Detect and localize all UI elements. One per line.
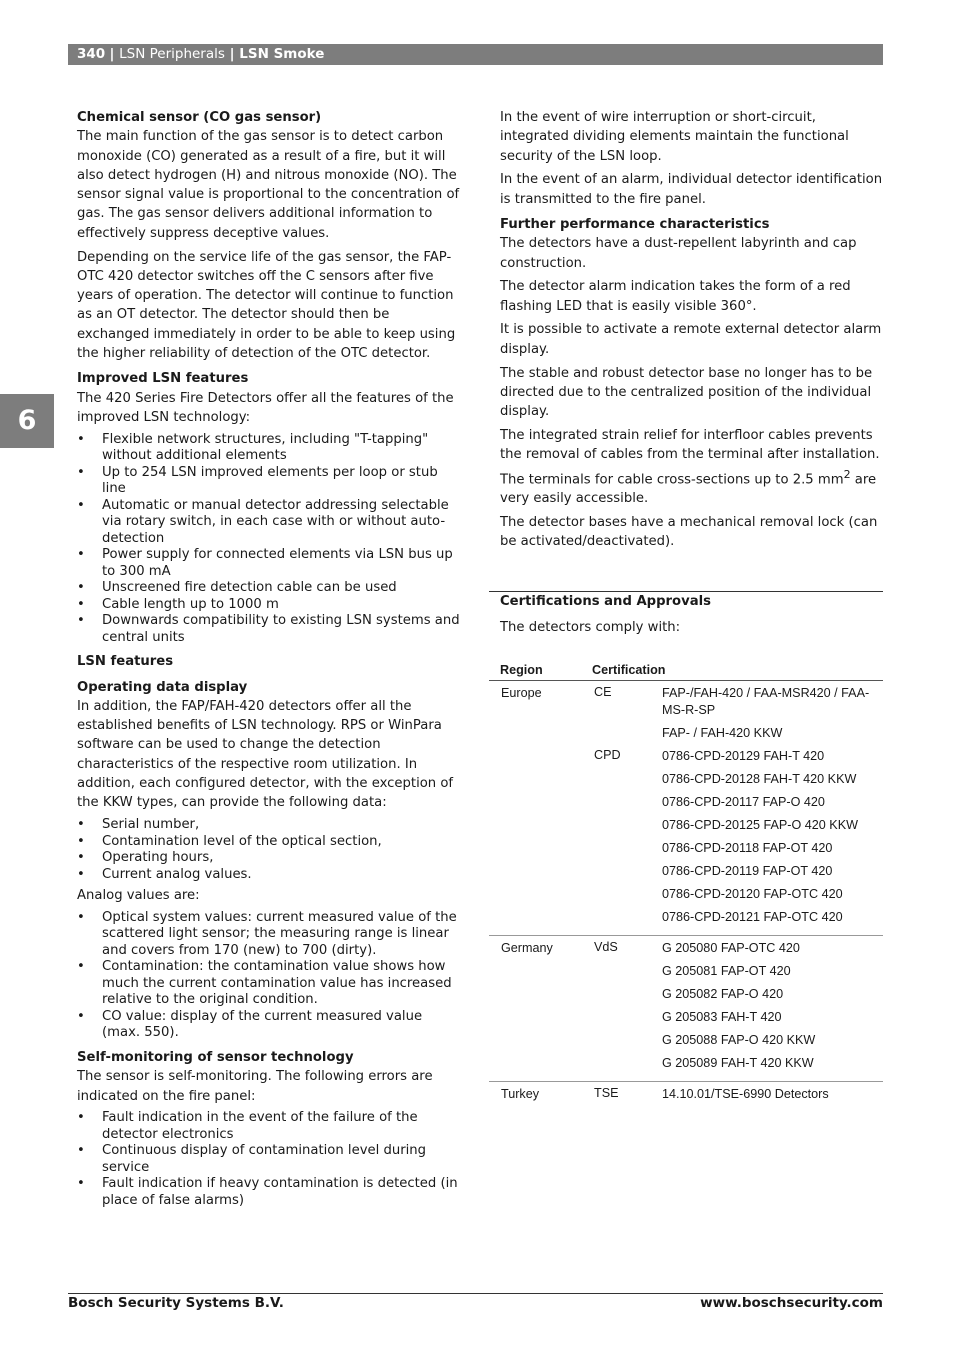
cert-value-cell: 0786-CPD-20120 FAP-OTC 420 [662,887,843,901]
analog-list [77,910,462,1042]
list-item: • Serial number, [77,817,462,834]
table-row [489,840,883,863]
perf-heading: Further performance characteristics [500,216,770,232]
table-group [489,1082,883,1112]
right-paragraph-2: In the event of an alarm, individual detector identification is transmitted to the fire panel. [500,172,883,207]
improved-list [77,432,462,647]
region-cell: Turkey [501,1087,540,1101]
selfmon-paragraph: The sensor is self-monitoring. The following errors are indicated on the fire panel: [77,1069,433,1104]
table-row [489,909,883,932]
cert-value-cell: 0786-CPD-20118 FAP-OT 420 [662,841,833,855]
cert-type-cell: TSE [594,1086,619,1100]
list-item: • Downwards compatibility to existing LSN systems and central units [77,613,462,646]
list-item: • Optical system values: current measured value of the scattered light sensor; the measuring range is linear and covers from 170 (new) to 700 (dirty). [77,910,462,960]
table-row [489,817,883,840]
table-row [489,940,883,963]
cert-value-cell: 14.10.01/TSE-6990 Detectors [662,1087,829,1101]
cert-type-cell: VdS [594,940,618,954]
list-item: • Flexible network structures, including "T-tapping" without additional elements [77,432,462,465]
col-cert-header: Certification [592,663,666,677]
improved-heading: Improved LSN features [77,371,249,387]
table-row [489,685,883,725]
table-row [489,1086,883,1109]
footer-website: www.boschsecurity.com [700,1295,883,1311]
cert-value-cell: 0786-CPD-20117 FAP-O 420 [662,795,825,809]
right-paragraph-4: The detector alarm indication takes the form of a red flashing LED that is easily visible 360°. [500,279,851,314]
cert-value-cell: G 205082 FAP-O 420 [662,987,784,1001]
improved-paragraph: The 420 Series Fire Detectors offer all the features of the improved LSN technology: [77,390,454,425]
cert-intro: The detectors comply with: [500,620,681,635]
cert-value-cell: 0786-CPD-20121 FAP-OTC 420 [662,910,843,924]
cert-divider [489,591,883,592]
cert-value-cell: G 205083 FAH-T 420 [662,1010,782,1024]
page-header [68,44,883,65]
footer-divider [68,1293,883,1294]
list-item: • Cable length up to 1000 m [77,597,462,614]
list-item: • Unscreened fire detection cable can be used [77,580,462,597]
table-row [489,886,883,909]
cert-title: Certifications and Approvals [500,594,711,609]
list-item: • CO value: display of the current measured value (max. 550). [77,1009,462,1042]
col-region-header: Region [500,663,543,677]
table-group [489,681,883,936]
table-row [489,863,883,886]
table-row [489,963,883,986]
list-item: • Fault indication in the event of the failure of the detector electronics [77,1110,462,1143]
chem-paragraph-2: Depending on the service life of the gas sensor, the FAP-OTC 420 detector switches off the C sensors after five years of operation. The detector will continue to function as an OT detector. The detector should then be exchanged immediately in order to be able to keep using the higher reliability of detection of the OTC detector. [77,249,456,362]
header-sep-1: | [109,46,120,62]
header-sep-2: | [224,46,240,62]
table-row [489,748,883,771]
chem-paragraph-1: The main function of the gas sensor is to detect carbon monoxide (CO) generated as a result of a fire, but it will also detect hydrogen (H) and nitrous monoxide (NO). The sensor signal value is proportional to the concentration of gas. The gas sensor delivers additional information to effectively suppress deceptive values. [77,129,460,241]
right-column [500,108,884,556]
table-group [489,936,883,1082]
list-item: • Contamination level of the optical section, [77,834,462,851]
cert-value-cell: 0786-CPD-20125 FAP-O 420 KKW [662,818,858,832]
page-number: 340 [77,46,106,62]
opdata-paragraph: In addition, the FAP/FAH-420 detectors offer all the established benefits of LSN technology. RPS or WinPara software can be used to change the detection characteristics of the respective room utilization. In addition, each configured detector, with the exception of the KKW types, can provide the following data: [77,698,454,811]
list-item: • Fault indication if heavy contamination is detected (in place of false alarms) [77,1176,462,1209]
chem-heading: Chemical sensor (CO gas sensor) [77,110,322,125]
strain-relief-end: are very easily accessible. [500,471,877,507]
right-paragraph-6: The stable and robust detector base no longer has to be directed due to the centralized position of the individual display. [500,365,873,420]
superscript: 2 [843,467,851,481]
cert-value-cell: 0786-CPD-20129 FAH-T 420 [662,749,825,763]
opdata-list [77,817,462,883]
table-row [489,725,883,748]
right-paragraph-5: It is possible to activate a remote external detector alarm display. [500,322,882,357]
lsn-heading: LSN features [77,654,174,670]
cert-type-cell: CPD [594,748,621,762]
table-header [489,661,883,681]
strain-relief-text: The integrated strain relief for interfloor cables prevents the removal of cables from the terminal after installation. The terminals for cable cross-sections up to 2.5 mm [500,427,880,487]
opdata-heading: Operating data display [77,679,248,695]
list-item: • Up to 254 LSN improved elements per loop or stub line [77,465,462,498]
selfmon-list [77,1110,462,1209]
header-subsection: LSN Smoke [239,46,325,62]
left-column [77,108,462,1212]
cert-value-cell: FAP-/FAH-420 / FAA-MSR420 / FAA-MS-R-SP [662,686,870,717]
table-row [489,986,883,1009]
cert-value-cell: 0786-CPD-20128 FAH-T 420 KKW [662,772,857,786]
table-row [489,771,883,794]
analog-paragraph: Analog values are: [77,888,200,904]
header-section: LSN Peripherals [119,46,225,62]
cert-type-cell: CE [594,685,612,699]
list-item: • Contamination: the contamination value shows how much the current contamination value has increased relative to the original condition. [77,959,462,1009]
cert-value-cell: G 205081 FAP-OT 420 [662,964,791,978]
table-row [489,1009,883,1032]
list-item: • Automatic or manual detector addressing selectable via rotary switch, in each case with or without auto-detection [77,498,462,548]
list-item: • Power supply for connected elements via LSN bus up to 300 mA [77,547,462,580]
cert-value-cell: G 205088 FAP-O 420 KKW [662,1033,816,1047]
footer-company: Bosch Security Systems B.V. [68,1295,284,1311]
cert-value-cell: 0786-CPD-20119 FAP-OT 420 [662,864,833,878]
table-row [489,1055,883,1078]
right-paragraph-8: The detector bases have a mechanical removal lock (can be activated/deactivated). [500,515,878,550]
list-item: • Current analog values. [77,867,462,884]
cert-value-cell: FAP- / FAH-420 KKW [662,726,783,740]
table-body [489,681,883,1112]
right-paragraph-7 [500,426,884,509]
list-item: • Continuous display of contamination level during service [77,1143,462,1176]
table-row [489,1032,883,1055]
cert-table [489,661,883,1112]
region-cell: Europe [501,686,542,700]
table-row [489,794,883,817]
cert-value-cell: G 205080 FAP-OTC 420 [662,941,800,955]
selfmon-heading: Self-monitoring of sensor technology [77,1049,354,1065]
right-paragraph-3: The detectors have a dust-repellent labyrinth and cap construction. [500,236,857,271]
list-item: • Operating hours, [77,850,462,867]
right-paragraph-1: In the event of wire interruption or short-circuit, integrated dividing elements maintain the functional security of the LSN loop. [500,110,849,164]
cert-value-cell: G 205089 FAH-T 420 KKW [662,1056,814,1070]
chapter-tab: 6 [0,394,54,448]
region-cell: Germany [501,941,553,955]
